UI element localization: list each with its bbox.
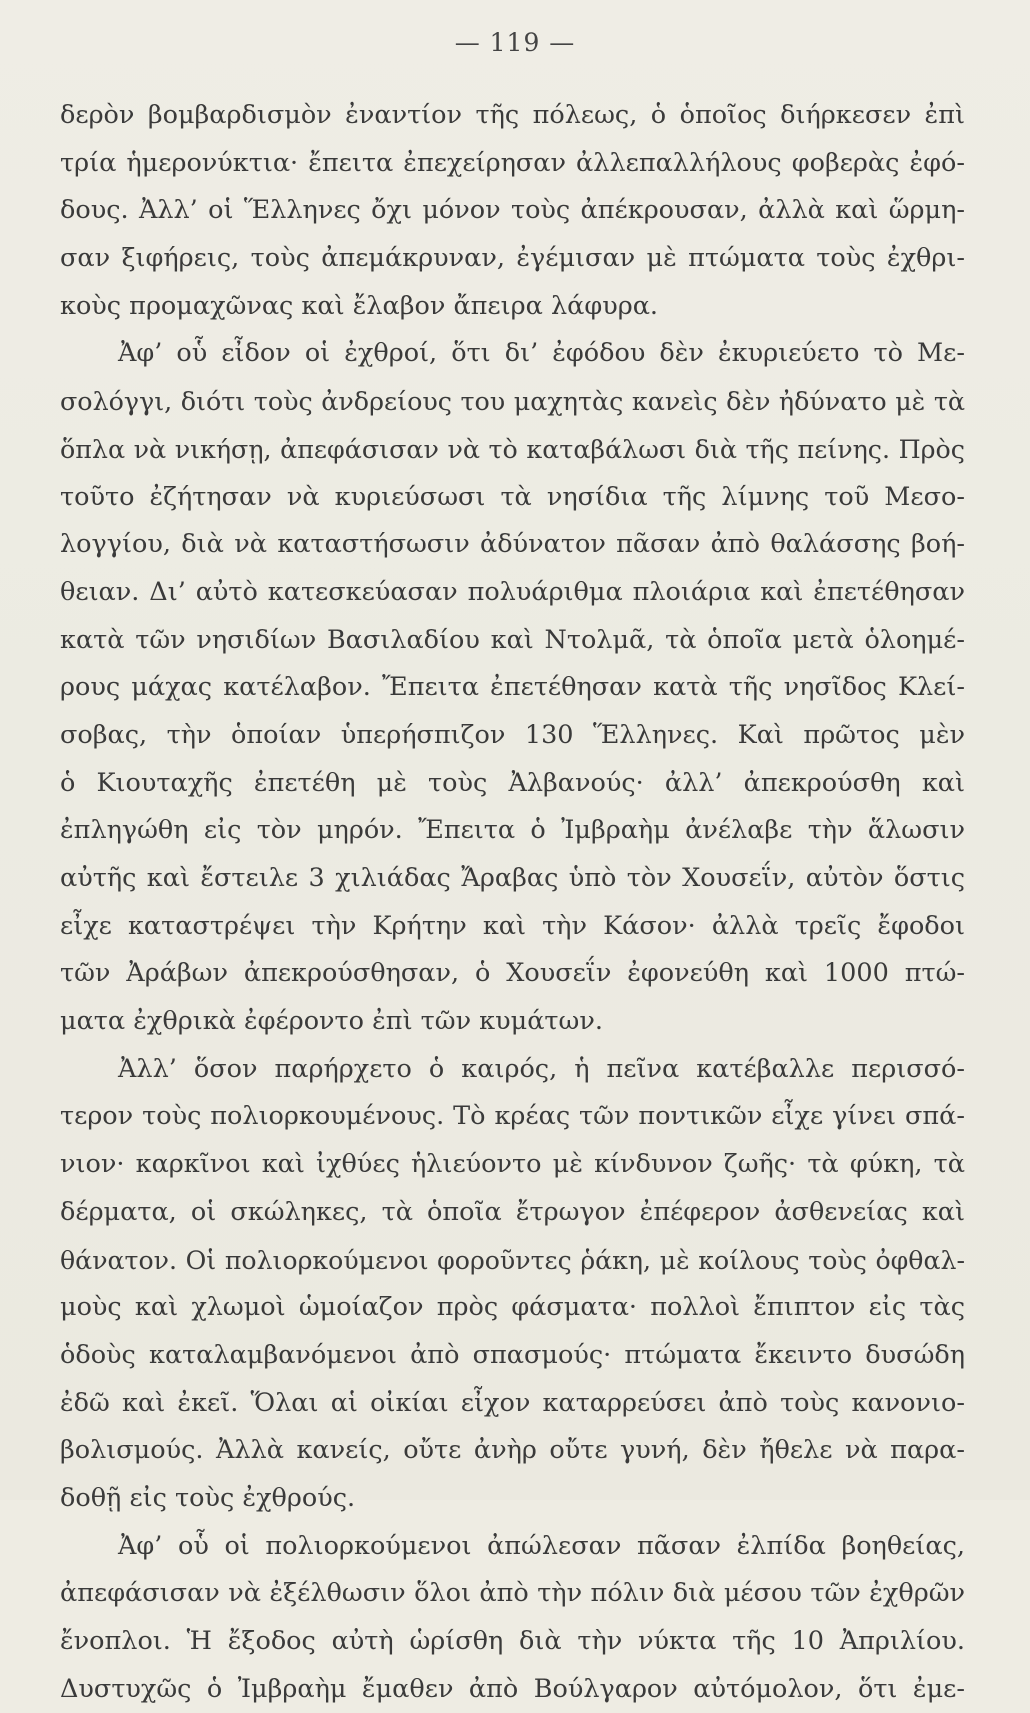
text-line: δοθῇ εἰς τοὺς ἐχθρούς.: [60, 1482, 356, 1513]
text-line: σαν ξιφήρεις, τοὺς ἀπεμάκρυναν, ἐγέμισαν μὲ πτώματα τοὺς ἐχθρι-: [60, 243, 965, 274]
text-line: σοβας, τὴν ὁποίαν ὑπερήσπιζον 130 Ἕλληνες. Καὶ πρῶτος μὲν: [60, 719, 965, 750]
text-line: κατὰ τῶν νησιδίων Βασιλαδίου καὶ Ντολμᾶ, τὰ ὁποῖα μετὰ ὁλοημέ-: [60, 624, 965, 655]
text-line: ἐπληγώθη εἰς τὸν μηρόν. Ἔπειτα ὁ Ἰμβραὴμ ἀνέλαβε τὴν ἅλωσιν: [60, 815, 965, 846]
text-line: δέρματα, οἱ σκώληκες, τὰ ὁποῖα ἔτρωγον ἐπέφερον ἀσθενείας καὶ: [60, 1196, 965, 1227]
body-text: [60, 92, 965, 1713]
text-line: θάνατον. Οἱ πολιορκούμενοι φοροῦντες ῥάκη, μὲ κοίλους τοὺς ὀφθαλ-: [60, 1245, 965, 1275]
text-line: τρία ἡμερονύκτια· ἔπειτα ἐπεχείρησαν ἀλλεπαλλήλους φοβερὰς ἐφό-: [60, 147, 965, 178]
page-number: — 119 —: [454, 28, 576, 57]
text-line: Δυστυχῶς ὁ Ἰμβραὴμ ἔμαθεν ἀπὸ Βούλγαρον αὐτόμολον, ὅτι ἐμε-: [60, 1673, 965, 1704]
text-line: κοὺς προμαχῶνας καὶ ἔλαβον ἄπειρα λάφυρα.: [60, 290, 659, 321]
text-line: τῶν Ἀράβων ἀπεκρούσθησαν, ὁ Χουσεΐν ἐφονεύθη καὶ 1000 πτώ-: [60, 958, 965, 989]
text-line: ἀπεφάσισαν νὰ ἐξέλθωσιν ὅλοι ἀπὸ τὴν πόλιν διὰ μέσου τῶν ἐχθρῶν: [60, 1578, 965, 1609]
text-line: θειαν. Δι’ αὐτὸ κατεσκεύασαν πολυάριθμα πλοιάρια καὶ ἐπετέθησαν: [60, 576, 965, 607]
text-line: νιον· καρκῖνοι καὶ ἰχθύες ἡλιεύοντο μὲ κίνδυνον ζωῆς· τὰ φύκη, τὰ: [60, 1149, 965, 1180]
text-line: λογγίου, διὰ νὰ καταστήσωσιν ἀδύνατον πᾶσαν ἀπὸ θαλάσσης βοή-: [60, 529, 965, 560]
text-line: τερον τοὺς πολιορκουμένους. Τὸ κρέας τῶν ποντικῶν εἶχε γίνει σπά-: [60, 1101, 965, 1132]
text-line: τοῦτο ἐζήτησαν νὰ κυριεύσωσι τὰ νησίδια τῆς λίμνης τοῦ Μεσο-: [60, 481, 965, 512]
text-line: ματα ἐχθρικὰ ἐφέροντο ἐπὶ τῶν κυμάτων.: [60, 1006, 603, 1037]
text-line: εἶχε καταστρέψει τὴν Κρήτην καὶ τὴν Κάσον· ἀλλὰ τρεῖς ἔφοδοι: [60, 910, 965, 941]
text-line: ἐδῶ καὶ ἐκεῖ. Ὅλαι αἱ οἰκίαι εἶχον καταρρεύσει ἀπὸ τοὺς κανονιο-: [60, 1387, 965, 1418]
text-line: μοὺς καὶ χλωμοὶ ὡμοίαζον πρὸς φάσματα· πολλοὶ ἔπιπτον εἰς τὰς: [60, 1292, 965, 1323]
text-line: δερὸν βομβαρδισμὸν ἐναντίον τῆς πόλεως, ὁ ὁποῖος διήρκεσεν ἐπὶ: [60, 100, 965, 130]
text-line: ὁδοὺς καταλαμβανόμενοι ἀπὸ σπασμούς· πτώματα ἔκειντο δυσώδη: [60, 1339, 965, 1370]
text-line: δους. Ἀλλ’ οἱ Ἕλληνες ὄχι μόνον τοὺς ἀπέκρουσαν, ἀλλὰ καὶ ὥρμη-: [60, 195, 965, 226]
text-line: Ἀφ’ οὗ εἶδον οἱ ἐχθροί, ὅτι δι’ ἐφόδου δὲν ἐκυριεύετο τὸ Με-: [118, 338, 965, 369]
text-line: ὅπλα νὰ νικήσῃ, ἀπεφάσισαν νὰ τὸ καταβάλωσι διὰ τῆς πείνης. Πρὸς: [60, 433, 965, 464]
text-line: Ἀλλ’ ὅσον παρήρχετο ὁ καιρός, ἡ πεῖνα κατέβαλλε περισσό-: [118, 1053, 965, 1084]
text-line: ρους μάχας κατέλαβον. Ἔπειτα ἐπετέθησαν κατὰ τῆς νησῖδος Κλεί-: [60, 672, 965, 703]
text-line: ἔνοπλοι. Ἡ ἔξοδος αὐτὴ ὡρίσθη διὰ τὴν νύκτα τῆς 10 Ἀπριλίου.: [60, 1626, 965, 1656]
text-line: Ἀφ’ οὗ οἱ πολιορκούμενοι ἀπώλεσαν πᾶσαν ἐλπίδα βοηθείας,: [118, 1530, 965, 1561]
text-line: βολισμούς. Ἀλλὰ κανείς, οὔτε ἀνὴρ οὔτε γυνή, δὲν ἤθελε νὰ παρα-: [60, 1435, 965, 1466]
text-line: σολόγγι, διότι τοὺς ἀνδρείους του μαχητὰς κανεὶς δὲν ἠδύνατο μὲ τὰ: [60, 386, 965, 417]
text-line: αὐτῆς καὶ ἔστειλε 3 χιλιάδας Ἄραβας ὑπὸ τὸν Χουσεΐν, αὐτὸν ὅστις: [60, 863, 965, 893]
text-line: ὁ Κιουταχῆς ἐπετέθη μὲ τοὺς Ἀλβανούς· ἀλλ’ ἀπεκρούσθη καὶ: [60, 767, 965, 798]
